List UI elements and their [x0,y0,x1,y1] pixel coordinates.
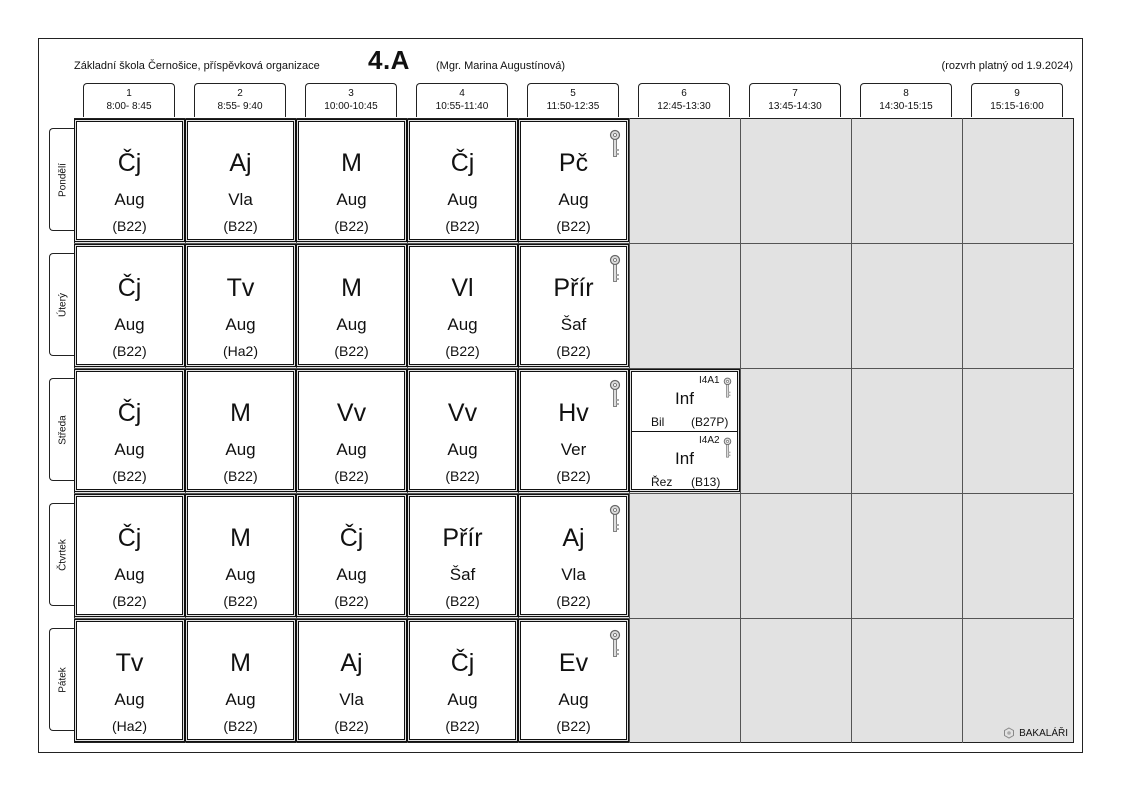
period-number: 7 [792,88,798,99]
school-name: Základní škola Černošice, příspěvková organizace [74,60,320,72]
room: (B22) [556,343,591,359]
lesson-card[interactable] [187,121,294,240]
teacher: Aug [225,440,256,459]
grid-divider [74,493,1074,494]
subject: Čj [117,524,142,552]
split-lesson[interactable] [631,371,738,490]
subject: Čj [450,649,475,677]
subject: Tv [115,649,144,677]
group-label: I4A2 [699,435,720,446]
subject: M [230,524,251,552]
teacher: Šaf [449,565,476,584]
lesson-card[interactable] [187,246,294,365]
teacher: Ver [560,440,587,459]
period-number: 1 [126,88,132,99]
subject: Vv [447,399,478,427]
subject: Čj [339,524,364,552]
room: (B22) [223,718,258,734]
subject: M [341,149,362,177]
lesson-card[interactable] [187,371,294,490]
period-header-8 [860,83,952,117]
subject: M [230,649,251,677]
lesson-card[interactable] [520,121,627,240]
period-header-5 [527,83,619,117]
teacher: Aug [447,190,478,209]
subject: Čj [450,149,475,177]
grid-divider [740,118,741,743]
day-label [49,628,75,731]
lesson-card[interactable] [298,496,405,615]
teacher: Aug [336,315,367,334]
room: (B22) [112,593,147,609]
day-name: Pondělí [57,162,68,197]
subject: Aj [229,149,252,177]
day-name: Středa [57,414,68,445]
teacher: Aug [336,190,367,209]
grid-divider [962,118,963,743]
subject: Vv [336,399,367,427]
day-label [49,128,75,231]
period-time: 10:55-11:40 [435,101,489,112]
teacher: Bil [651,415,665,429]
period-header-7 [749,83,841,117]
subject: Aj [340,649,363,677]
grid-divider [407,118,408,743]
subject: Přír [442,524,483,552]
subject: Aj [562,524,585,552]
lesson-card[interactable] [409,121,516,240]
teacher: Aug [558,690,589,709]
room: (B22) [334,468,369,484]
room: (B22) [334,718,369,734]
subject: Tv [226,274,255,302]
lesson-card[interactable] [520,371,627,490]
day-label [49,378,75,481]
room: (B22) [556,593,591,609]
grid-divider [74,618,1074,619]
teacher: Aug [447,315,478,334]
teacher: Aug [114,565,145,584]
period-time: 11:50-12:35 [546,101,600,112]
period-header-3 [305,83,397,117]
split-lesson-group-1[interactable] [632,372,737,432]
bakalari-logo-icon [1003,727,1015,739]
day-name: Úterý [57,292,68,317]
brand-label: BAKALÁŘI [1019,727,1068,739]
class-name: 4.A [368,45,410,75]
room: (B13) [691,475,721,489]
grid-divider [185,118,186,743]
period-header-9 [971,83,1063,117]
room: (B22) [445,718,480,734]
teacher: Aug [558,190,589,209]
lesson-card[interactable] [520,621,627,740]
room: (B22) [556,218,591,234]
day-name: Pátek [57,666,68,693]
period-number: 6 [681,88,687,99]
room: (B22) [556,718,591,734]
grid-divider [518,118,519,743]
teacher: Aug [114,190,145,209]
period-number: 5 [570,88,576,99]
teacher: Řez [651,475,673,489]
subject: Čj [117,274,142,302]
room: (B22) [112,218,147,234]
day-label [49,503,75,606]
lesson-card[interactable] [409,621,516,740]
grid-divider [74,243,1074,244]
grid-divider [74,368,1074,369]
period-header-1 [83,83,175,117]
teacher: Vla [228,190,253,209]
grid-divider [296,118,297,743]
room: (B22) [223,593,258,609]
room: (B22) [334,218,369,234]
period-header-6 [638,83,730,117]
day-label [49,253,75,356]
room: (B22) [556,468,591,484]
teacher: Aug [114,315,145,334]
subject: Pč [558,149,589,177]
period-time: 12:45-13:30 [657,101,711,112]
subject: M [341,274,362,302]
room: (B22) [445,343,480,359]
lesson-card[interactable] [409,246,516,365]
room: (B22) [112,343,147,359]
room: (B22) [445,593,480,609]
lesson-card[interactable] [76,121,183,240]
grid-divider [851,118,852,743]
subject: Ev [558,649,589,677]
room: (B22) [445,468,480,484]
room: (B22) [223,218,258,234]
lesson-card[interactable] [76,496,183,615]
lesson-card[interactable] [76,621,183,740]
subject: Inf [675,449,694,468]
teacher: Aug [114,440,145,459]
teacher: Aug [336,440,367,459]
room: (Ha2) [111,718,147,734]
subject: Čj [117,149,142,177]
period-header-4 [416,83,508,117]
lesson-card[interactable] [298,246,405,365]
lesson-card[interactable] [520,496,627,615]
lesson-card[interactable] [76,246,183,365]
period-number: 3 [348,88,354,99]
split-lesson-group-2[interactable] [632,432,737,491]
period-number: 8 [903,88,909,99]
subject: M [230,399,251,427]
period-time: 14:30-15:15 [879,101,933,112]
class-teacher: (Mgr. Marina Augustínová) [436,60,566,72]
room: (Ha2) [222,343,258,359]
period-time: 13:45-14:30 [768,101,822,112]
teacher: Vla [561,565,586,584]
lesson-card[interactable] [298,371,405,490]
teacher: Šaf [560,315,587,334]
subject: Přír [553,274,594,302]
group-label: I4A1 [699,375,720,386]
period-header-2 [194,83,286,117]
subject: Hv [558,399,589,427]
day-name: Čtvrtek [57,538,68,571]
room: (B22) [112,468,147,484]
lesson-card[interactable] [187,621,294,740]
room: (B22) [334,343,369,359]
room: (B22) [334,593,369,609]
period-time: 8:00- 8:45 [106,101,152,112]
room: (B22) [223,468,258,484]
period-number: 4 [459,88,465,99]
period-number: 2 [237,88,243,99]
teacher: Aug [114,690,145,709]
teacher: Aug [336,565,367,584]
room: (B27P) [691,415,729,429]
teacher: Aug [447,440,478,459]
subject: Čj [117,399,142,427]
bakalari-brand [1003,727,1068,739]
subject: Vl [451,274,474,302]
lesson-card[interactable] [298,621,405,740]
teacher: Aug [447,690,478,709]
period-time: 15:15-16:00 [990,101,1044,112]
lesson-card[interactable] [520,246,627,365]
lesson-card[interactable] [298,121,405,240]
lesson-card[interactable] [409,496,516,615]
teacher: Aug [225,690,256,709]
period-time: 10:00-10:45 [324,101,378,112]
teacher: Vla [339,690,364,709]
lesson-card[interactable] [76,371,183,490]
lesson-card[interactable] [187,496,294,615]
lesson-card[interactable] [409,371,516,490]
period-number: 9 [1014,88,1020,99]
period-time: 8:55- 9:40 [217,101,263,112]
room: (B22) [445,218,480,234]
subject: Inf [675,389,694,408]
validity-note: (rozvrh platný od 1.9.2024) [941,60,1073,72]
teacher: Aug [225,315,256,334]
teacher: Aug [225,565,256,584]
grid-divider [629,118,630,743]
